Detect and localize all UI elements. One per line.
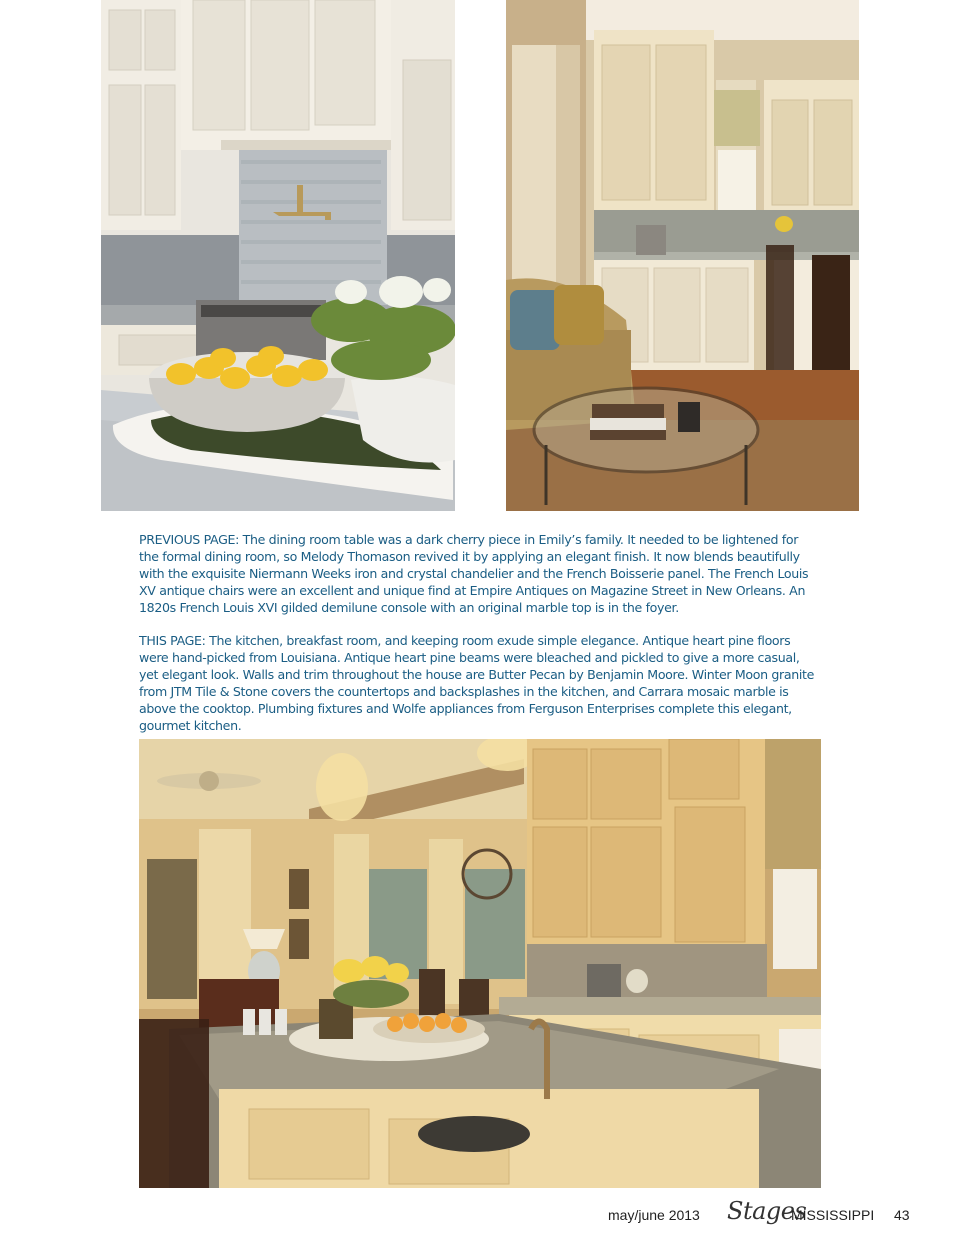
keeping-room-photo [506,0,859,511]
magazine-logo: Stages [727,1197,807,1225]
magazine-state: MISSISSIPPI [791,1207,875,1223]
caption-this-page: THIS PAGE: The kitchen, breakfast room, and keeping room exude simple elegance. Antique heart pine floors were hand-picked from Louisiana. Antique heart pine beams were bleached and pickled to give a more casual, yet elegant look. Walls and trim throughout the house are Butter Pecan by Benjamin Moore. Winter Moon granite from JTM Tile & Stone covers the countertops and backsplashes in the kitchen, and Carrara mosaic marble is above the cooktop. Plumbing fixtures and Wolfe appliances from Ferguson Enterprises complete this elegant, gourmet kitchen. [139,633,814,733]
kitchen-island-photo [139,739,821,1188]
caption-previous-page: PREVIOUS PAGE: The dining room table was a dark cherry piece in Emily’s family. It needed to be lightened for the formal dining room, so Melody Thomason revived it by applying an elegant finish. It now blends beautifully with the exquisite Niermann Weeks iron and crystal chandelier and the French Boisserie panel. The French Louis XV antique chairs were an excellent and unique find at Empire Antiques on Magazine Street in New Orleans. An 1820s French Louis XVI gilded demilune console with an original marble top is in the foyer. [139,532,809,615]
issue-date: may/june 2013 [608,1207,700,1223]
kitchen-cooktop-photo [101,0,455,511]
page-number: 43 [894,1207,910,1223]
